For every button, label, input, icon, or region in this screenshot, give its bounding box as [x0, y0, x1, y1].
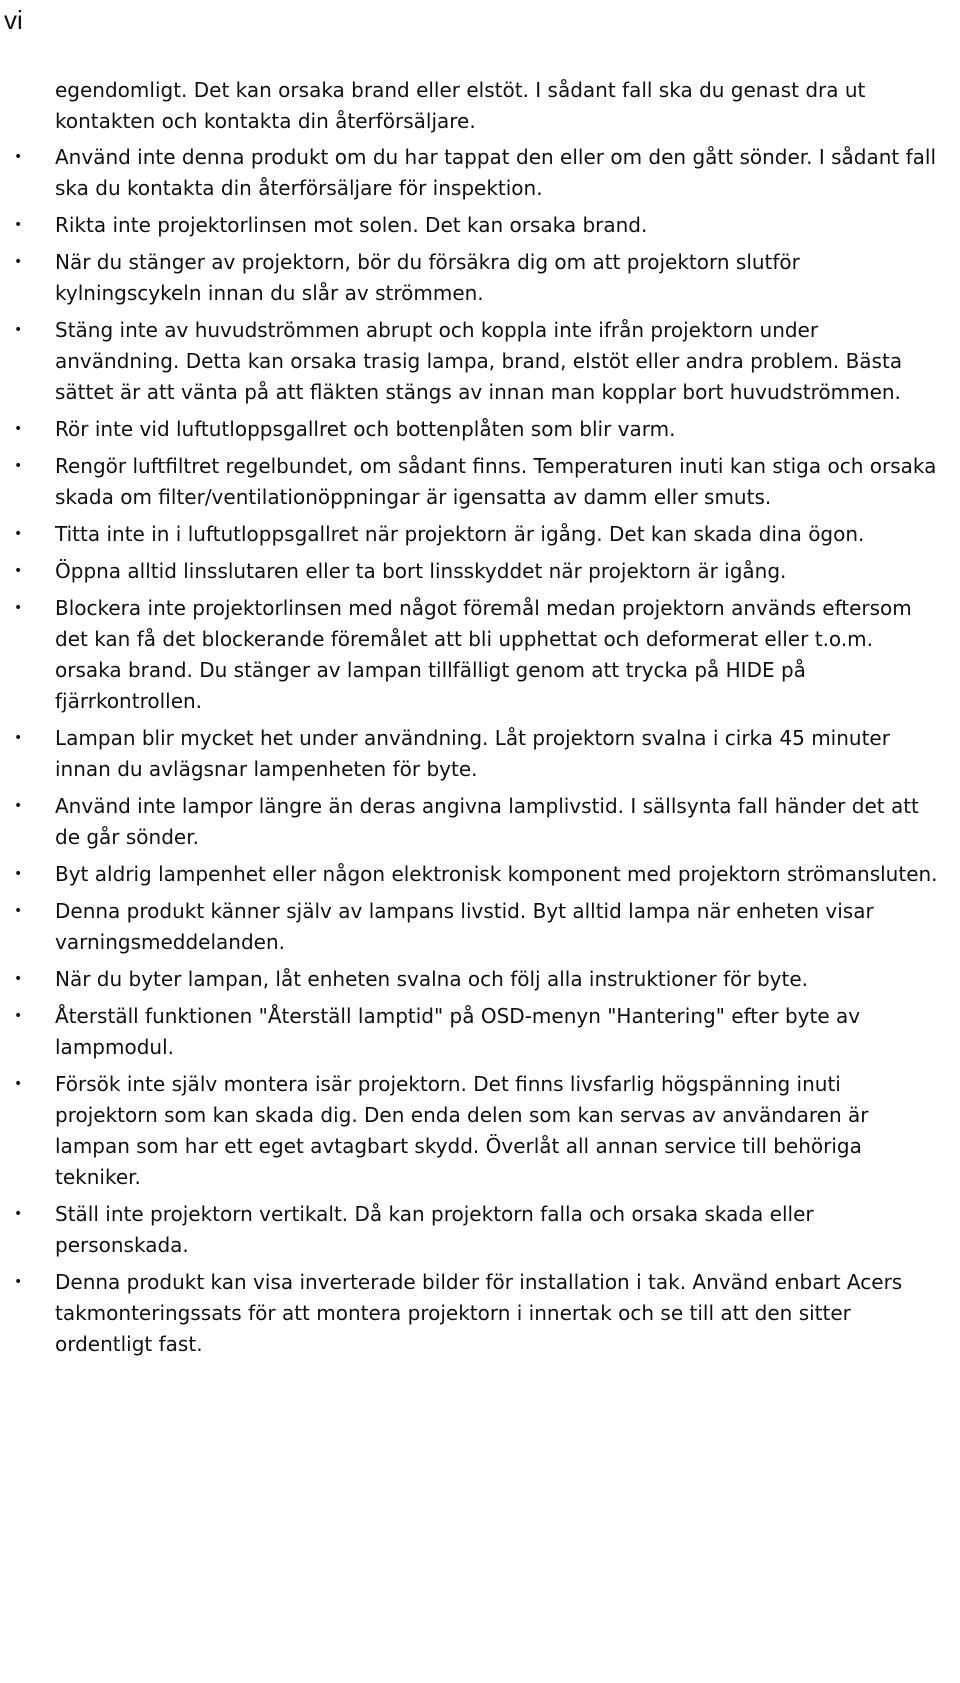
safety-bullet-list [0, 142, 960, 1366]
list-item [0, 859, 960, 890]
list-item [0, 896, 960, 958]
bullet-icon: • [14, 526, 23, 542]
bullet-text: Lampan blir mycket het under användning. Låt projektorn svalna i cirka 45 minuter innan du avlägsnar lampenheten för byte. [55, 726, 890, 781]
bullet-icon: • [14, 254, 23, 270]
bullet-text: När du stänger av projektorn, bör du försäkra dig om att projektorn slutför kylningscykeln innan du slår av strömmen. [55, 250, 800, 305]
list-item [0, 210, 960, 241]
bullet-text: När du byter lampan, låt enheten svalna och följ alla instruktioner för byte. [55, 967, 808, 991]
bullet-text: Titta inte in i luftutloppsgallret när projektorn är igång. Det kan skada dina ögon. [55, 522, 865, 546]
list-item [0, 247, 960, 309]
list-item [0, 1267, 960, 1360]
bullet-icon: • [14, 866, 23, 882]
bullet-text: Blockera inte projektorlinsen med något föremål medan projektorn används eftersom det kan få det blockerande föremålet att bli upphettat och deformerat eller t.o.m. orsaka brand. Du stänger av lampan tillfälligt genom att trycka på HIDE på fjärrkontrollen. [55, 596, 912, 713]
bullet-icon: • [14, 730, 23, 746]
bullet-icon: • [14, 1206, 23, 1222]
bullet-icon: • [14, 421, 23, 437]
list-item [0, 723, 960, 785]
bullet-icon: • [14, 1076, 23, 1092]
list-item [0, 315, 960, 408]
list-item [0, 1001, 960, 1063]
bullet-text: Återställ funktionen "Återställ lamptid" på OSD-menyn "Hantering" efter byte av lampmodul. [55, 1004, 861, 1059]
bullet-text: Rör inte vid luftutloppsgallret och bottenplåten som blir varm. [55, 417, 676, 441]
list-item [0, 1199, 960, 1261]
list-item [0, 593, 960, 717]
bullet-icon: • [14, 1274, 23, 1290]
bullet-icon: • [14, 600, 23, 616]
list-item [0, 791, 960, 853]
list-item [0, 556, 960, 587]
continuation-paragraph: egendomligt. Det kan orsaka brand eller elstöt. I sådant fall ska du genast dra ut kontakten och kontakta din återförsäljare. [55, 78, 866, 133]
bullet-icon: • [14, 149, 23, 165]
list-item [0, 964, 960, 995]
list-item [0, 451, 960, 513]
bullet-icon: • [14, 217, 23, 233]
bullet-text: Byt aldrig lampenhet eller någon elektronisk komponent med projektorn strömansluten. [55, 862, 938, 886]
bullet-text: Rengör luftfiltret regelbundet, om sådant finns. Temperaturen inuti kan stiga och orsaka skada om filter/ventilationöppningar är igensatta av damm eller smuts. [55, 454, 937, 509]
bullet-text: Använd inte lampor längre än deras angivna lamplivstid. I sällsynta fall händer det att de går sönder. [55, 794, 919, 849]
list-item [0, 414, 960, 445]
list-item [0, 519, 960, 550]
bullet-icon: • [14, 971, 23, 987]
bullet-icon: • [14, 563, 23, 579]
bullet-text: Använd inte denna produkt om du har tappat den eller om den gått sönder. I sådant fall ska du kontakta din återförsäljare för inspektion. [55, 145, 937, 200]
bullet-text: Denna produkt känner själv av lampans livstid. Byt alltid lampa när enheten visar varningsmeddelanden. [55, 899, 874, 954]
bullet-icon: • [14, 458, 23, 474]
bullet-icon: • [14, 1008, 23, 1024]
bullet-text: Stäng inte av huvudströmmen abrupt och koppla inte ifrån projektorn under användning. Detta kan orsaka trasig lampa, brand, elstöt eller andra problem. Bästa sättet är att vänta på att fläkten stängs av innan man kopplar bort huvudströmmen. [55, 318, 903, 404]
bullet-text: Ställ inte projektorn vertikalt. Då kan projektorn falla och orsaka skada eller personskada. [55, 1202, 814, 1257]
bullet-text: Försök inte själv montera isär projektorn. Det finns livsfarlig högspänning inuti projektorn som kan skada dig. Den enda delen som kan servas av användaren är lampan som har ett eget avtagbart skydd. Överlåt all annan service till behöriga tekniker. [55, 1072, 869, 1189]
page-number: vi [4, 5, 23, 35]
bullet-text: Öppna alltid linsslutaren eller ta bort linsskyddet när projektorn är igång. [55, 559, 787, 583]
bullet-text: Denna produkt kan visa inverterade bilder för installation i tak. Använd enbart Acers takmonteringssats för att montera projektorn i innertak och se till att den sitter ordentligt fast. [55, 1270, 903, 1356]
bullet-icon: • [14, 322, 23, 338]
bullet-icon: • [14, 903, 23, 919]
bullet-icon: • [14, 798, 23, 814]
bullet-text: Rikta inte projektorlinsen mot solen. Det kan orsaka brand. [55, 213, 648, 237]
list-item [0, 1069, 960, 1193]
list-item [0, 142, 960, 204]
